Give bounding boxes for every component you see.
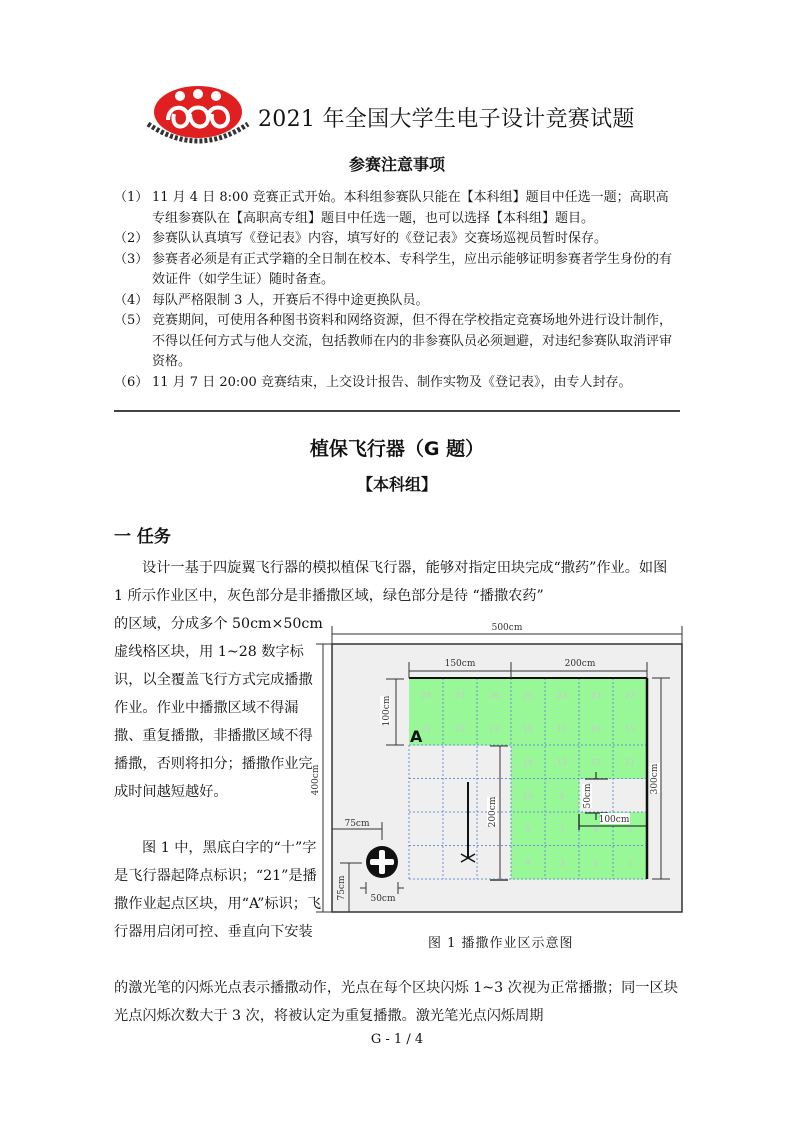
svg-text:100cm: 100cm <box>598 815 630 825</box>
svg-text:9: 9 <box>559 791 565 801</box>
svg-text:50cm: 50cm <box>583 783 593 809</box>
svg-text:500cm: 500cm <box>491 623 523 633</box>
svg-text:4: 4 <box>525 858 531 868</box>
work-area-diagram <box>305 612 705 924</box>
page-number: G - 1 / 4 <box>370 1032 424 1047</box>
svg-text:11: 11 <box>624 757 636 767</box>
svg-text:5: 5 <box>627 824 633 834</box>
svg-text:50cm: 50cm <box>370 894 396 904</box>
notice-item: （3） 参赛者必须是有正式学籍的全日制在校本、专科学生，应出示能够证明参赛者学生身份的有效证件（如学生证）随时备查。 <box>114 251 673 287</box>
svg-text:25: 25 <box>522 690 534 700</box>
svg-text:100cm: 100cm <box>382 695 392 727</box>
svg-text:27: 27 <box>454 690 466 700</box>
svg-text:13: 13 <box>556 757 568 767</box>
landing-paragraph-wrap: 图 1 中，黑底白字的“十”字是飞行器起降点标识；“21”是播撒作业起点区块，用“A”标识；飞行器用启闭可控、垂直向下安装 <box>114 840 322 940</box>
svg-text:150cm: 150cm <box>444 659 476 669</box>
svg-text:17: 17 <box>556 724 568 734</box>
svg-text:2: 2 <box>593 858 599 868</box>
landing-paragraph: 的激光笔的闪烁光点表示播撒动作，光点在每个区块闪烁 1~3 次视为正常播撒；同一区块光点闪烁次数大于 3 次，将被认定为重复播撒。激光笔光点闪烁周期 <box>114 980 678 1024</box>
svg-text:A: A <box>410 727 423 746</box>
svg-text:10: 10 <box>522 791 534 801</box>
page-title: 2021 年全国大学生电子设计竞赛试题 <box>258 107 635 132</box>
problem-title: 植保飞行器（G 题） <box>309 438 485 460</box>
figure-caption: 图 1 播撒作业区示意图 <box>428 936 574 951</box>
svg-text:28: 28 <box>420 690 432 700</box>
svg-text:21: 21 <box>420 724 432 734</box>
svg-text:3: 3 <box>559 858 565 868</box>
svg-text:8: 8 <box>525 824 531 834</box>
svg-text:200cm: 200cm <box>564 659 596 669</box>
svg-text:20: 20 <box>454 724 466 734</box>
svg-text:19: 19 <box>488 724 500 734</box>
svg-text:75cm: 75cm <box>344 819 370 829</box>
svg-text:400cm: 400cm <box>311 764 321 796</box>
svg-text:26: 26 <box>488 690 500 700</box>
notice-list <box>114 188 680 393</box>
notice-item: （5） 竞赛期间，可使用各种图书资料和网络资源，但不得在学校指定竞赛场地外进行设计制作，不得以任何方式与他人交流，包括教师在内的非参赛队员必须迴避，对违纪参赛队取消评审资格。 <box>114 313 673 369</box>
svg-text:23: 23 <box>590 690 602 700</box>
notice-item: （6） 11 月 7 日 20:00 竞赛结束，上交设计报告、制作实物及《登记表》，由专人封存。 <box>114 374 632 390</box>
task-paragraph: 设计一基于四旋翼飞行器的模拟植保飞行器，能够对指定田块完成“撒药”作业。如图 1 所示作业区中，灰色部分是非播撒区域，绿色部分是待 “播撒农药” <box>114 560 668 604</box>
nuedc-logo-icon <box>140 84 252 148</box>
svg-text:14: 14 <box>522 757 534 767</box>
svg-text:24: 24 <box>556 690 568 700</box>
svg-text:7: 7 <box>559 824 565 834</box>
svg-text:12: 12 <box>590 757 602 767</box>
notice-item: （4） 每队严格限制 3 人，开赛后不得中途更换队员。 <box>114 292 429 308</box>
notice-item: （2） 参赛队认真填写《登记表》内容，填写好的《登记表》交赛场巡视员暂时保存。 <box>114 231 608 246</box>
problem-group: 【本科组】 <box>356 475 437 494</box>
notice-title: 参赛注意事项 <box>348 155 445 174</box>
notice-item: （1） 11 月 4 日 8:00 竞赛正式开始。本科组参赛队只能在【本科组】题目中任选一题；高职高专组参赛队在【高职高专组】题目中任选一题，也可以选择【本科组】题目。 <box>114 190 669 226</box>
svg-text:15: 15 <box>624 724 636 734</box>
section-divider <box>114 410 680 412</box>
svg-text:18: 18 <box>522 724 534 734</box>
svg-text:6: 6 <box>593 824 599 834</box>
task-paragraph-wrap: 的区域，分成多个 50cm×50cm 虚线格区块，用 1~28 数字标识，以全覆盖飞行方式完成播撒作业。作业中播撒区域不得漏撒、重复播撒，非播撒区域不得播撒，否则将扣分；播撒作业完成时间越短越好。 <box>114 616 323 800</box>
svg-text:1: 1 <box>627 858 633 868</box>
svg-text:300cm: 300cm <box>650 763 660 795</box>
svg-text:16: 16 <box>590 724 602 734</box>
svg-text:22: 22 <box>624 690 636 700</box>
section-heading: 一 任务 <box>114 527 171 547</box>
svg-text:200cm: 200cm <box>488 796 498 828</box>
svg-text:75cm: 75cm <box>337 875 347 901</box>
